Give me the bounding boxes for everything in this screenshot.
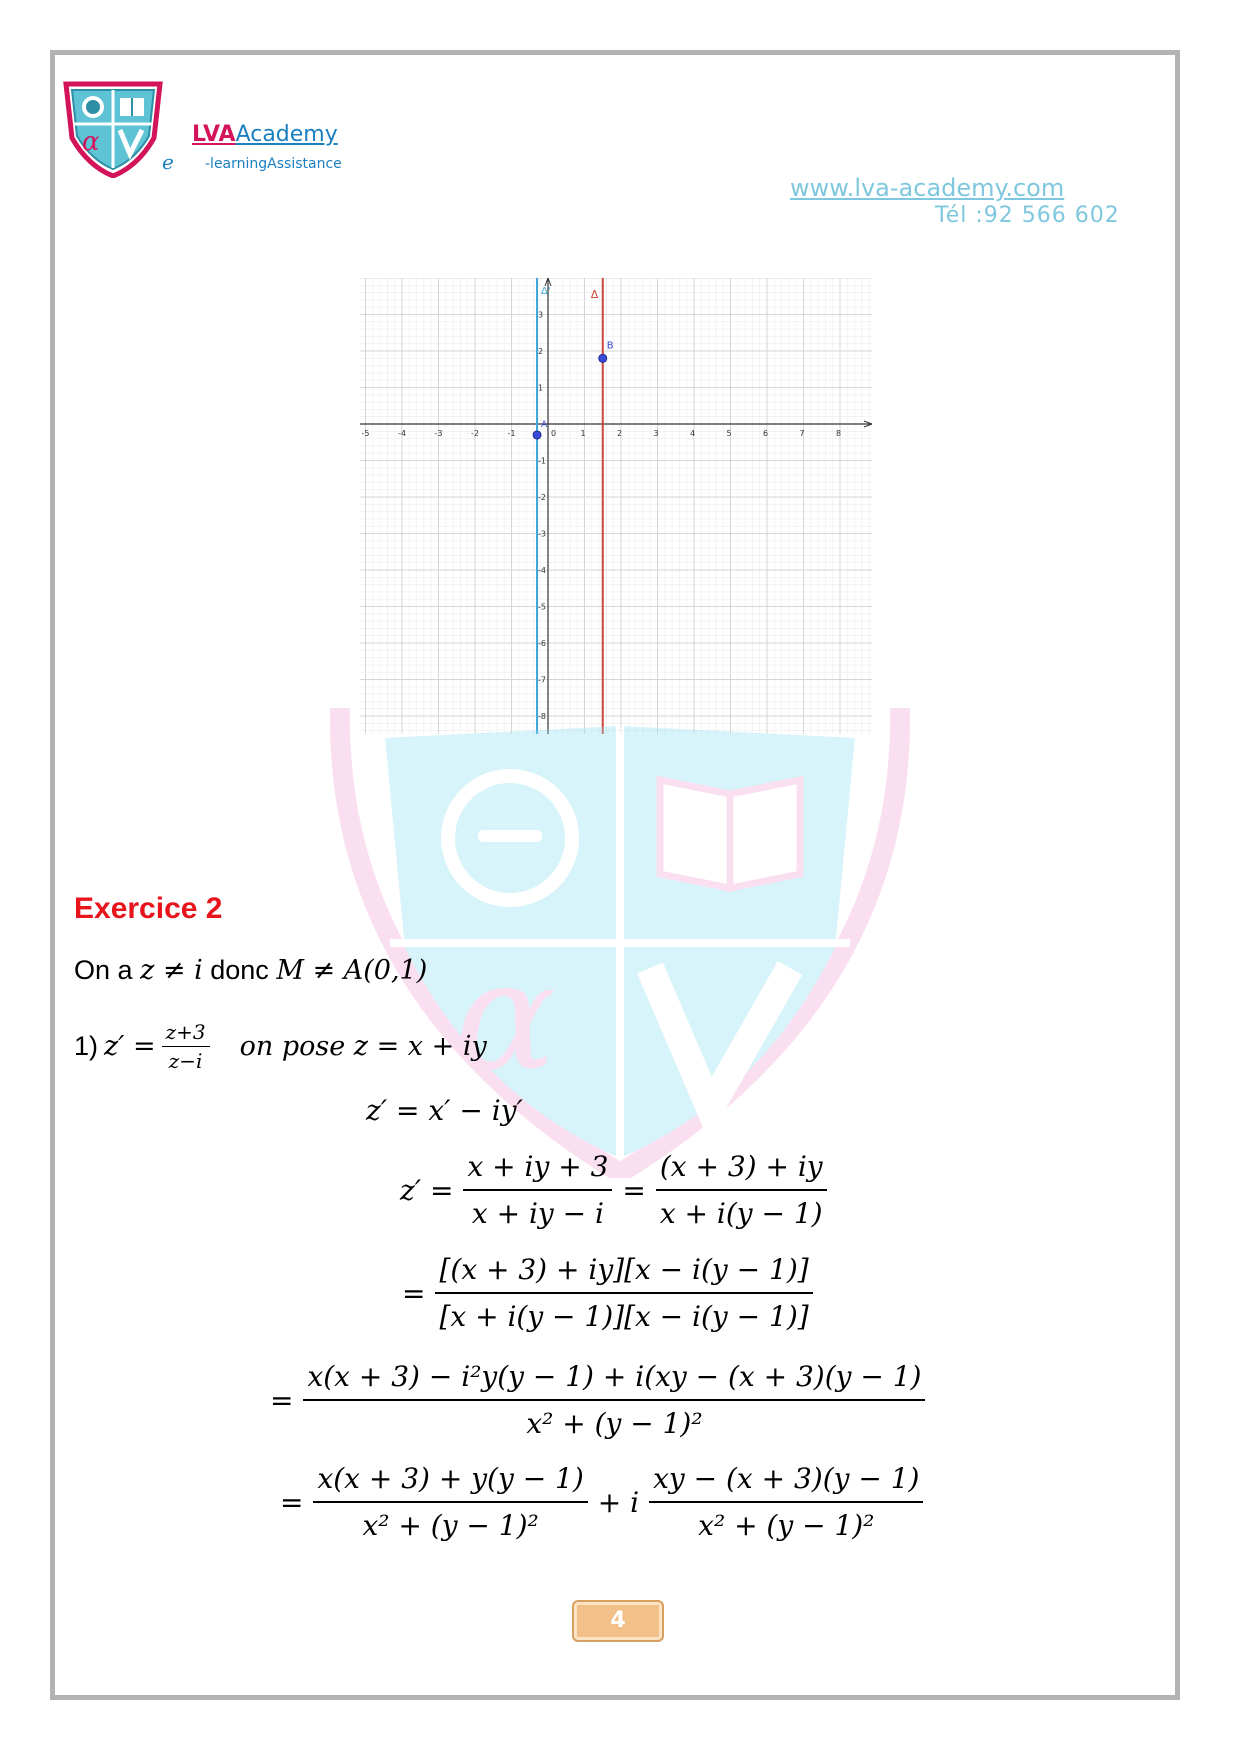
x-tick-label: 2 (617, 429, 623, 438)
question-1-line (74, 1020, 487, 1073)
zprime-fraction (162, 1020, 210, 1073)
point-a-label: A (541, 420, 548, 430)
x-tick-label: 1 (580, 429, 586, 438)
eq2-f1-den: x + iy − i (471, 1197, 604, 1230)
brand-lva: LVA (192, 122, 236, 147)
eq2-f2-num: (x + 3) + iy (656, 1150, 827, 1191)
academy-logo-icon (58, 78, 168, 178)
x-tick-label: 5 (726, 429, 732, 438)
y-tick-label: 3 (538, 310, 544, 320)
on-pose-text: on pose z = x + iy (239, 1031, 487, 1062)
x-tick-label: 8 (836, 429, 842, 438)
phone-number: Tél :92 566 602 (935, 203, 1120, 228)
line1-text-a: On a (74, 955, 133, 985)
eq5-f2-den: x² + (y − 1)² (698, 1509, 875, 1542)
exercise-title: Exercice 2 (74, 892, 223, 925)
equation-3 (402, 1253, 813, 1333)
x-tick-label: 4 (690, 429, 696, 438)
eq4-den: x² + (y − 1)² (526, 1407, 703, 1440)
zprime-frac-den: z−i (168, 1049, 203, 1073)
y-tick-label: -1 (538, 456, 546, 466)
y-tick-label: -5 (538, 602, 546, 612)
line1-math-a: z ≠ i (140, 955, 203, 986)
x-tick-label: -2 (471, 429, 479, 438)
x-tick-label: 3 (653, 429, 659, 438)
point-a (533, 431, 541, 439)
eq5-plus-i: + i (597, 1485, 640, 1519)
eq2-f1-num: x + iy + 3 (463, 1150, 612, 1191)
eq3-num: [(x + 3) + iy][x − i(y − 1)] (435, 1253, 812, 1294)
statement-line (74, 955, 427, 986)
eq5-f1-num: x(x + 3) + y(y − 1) (313, 1462, 587, 1503)
website-link[interactable]: www.lva-academy.com (790, 174, 1065, 202)
equation-2 (400, 1150, 827, 1230)
brand-tagline: -learningAssistance (205, 156, 342, 172)
brand-name (192, 122, 338, 147)
equation-4 (270, 1360, 925, 1440)
x-tick-label: -5 (361, 429, 370, 438)
point-b (599, 354, 607, 362)
zprime-label: z′ = (104, 1031, 156, 1062)
eq3-den: [x + i(y − 1)][x − i(y − 1)] (439, 1300, 809, 1333)
eq2-fraction-1 (463, 1150, 612, 1230)
x-tick-label: -4 (398, 429, 406, 438)
x-tick-label: 6 (763, 429, 769, 438)
svg-text:α: α (455, 930, 557, 1104)
eq4-num: x(x + 3) − i²y(y − 1) + i(xy − (x + 3)(y − 1) (303, 1360, 925, 1401)
eq5-fraction-2 (649, 1462, 923, 1542)
y-tick-label: -7 (538, 675, 546, 685)
y-tick-label: -4 (538, 566, 546, 575)
svg-text:α: α (82, 127, 100, 157)
x-tick-label: -1 (507, 429, 516, 438)
delta-label: Δ (590, 288, 599, 301)
point-b-label: B (606, 340, 614, 352)
page-number: 4 (572, 1600, 664, 1642)
y-tick-label: -2 (538, 493, 546, 502)
eq3-equals: = (402, 1276, 426, 1310)
brand-academy: Academy (235, 122, 338, 147)
delta-prime-label: Δ' (541, 286, 551, 297)
zprime-frac-num: z+3 (162, 1020, 210, 1047)
eq5-f2-num: xy − (x + 3)(y − 1) (649, 1462, 923, 1503)
y-tick-label: 2 (538, 347, 544, 356)
brand-e: e (162, 150, 174, 174)
eq2-f2-den: x + i(y − 1) (659, 1197, 823, 1230)
equation-1 (366, 1094, 523, 1127)
y-tick-label: -6 (538, 639, 546, 648)
coordinate-graph (360, 278, 872, 734)
eq2-equals: = (622, 1173, 646, 1207)
eq2-fraction-2 (656, 1150, 827, 1230)
eq5-fraction-1 (313, 1462, 587, 1542)
line1-text-b: donc (210, 955, 269, 985)
line1-math-b: M ≠ A(0,1) (276, 955, 428, 986)
eq2-lhs: z′ = (400, 1173, 454, 1207)
eq4-equals: = (270, 1383, 294, 1417)
eq5-equals: = (280, 1485, 304, 1519)
y-tick-label: 1 (538, 383, 544, 393)
y-tick-label: -8 (538, 712, 546, 721)
y-tick-label: -3 (538, 529, 546, 539)
question-number: 1) (74, 1031, 99, 1061)
equation-5 (280, 1462, 923, 1542)
x-tick-label: -3 (434, 429, 443, 438)
eq3-fraction (435, 1253, 812, 1333)
x-tick-label: 7 (799, 429, 805, 438)
eq5-f1-den: x² + (y − 1)² (362, 1509, 539, 1542)
eq1-text: z′ = x′ − iy′ (366, 1094, 523, 1127)
x-tick-label: 0 (551, 429, 557, 438)
eq4-fraction (303, 1360, 925, 1440)
